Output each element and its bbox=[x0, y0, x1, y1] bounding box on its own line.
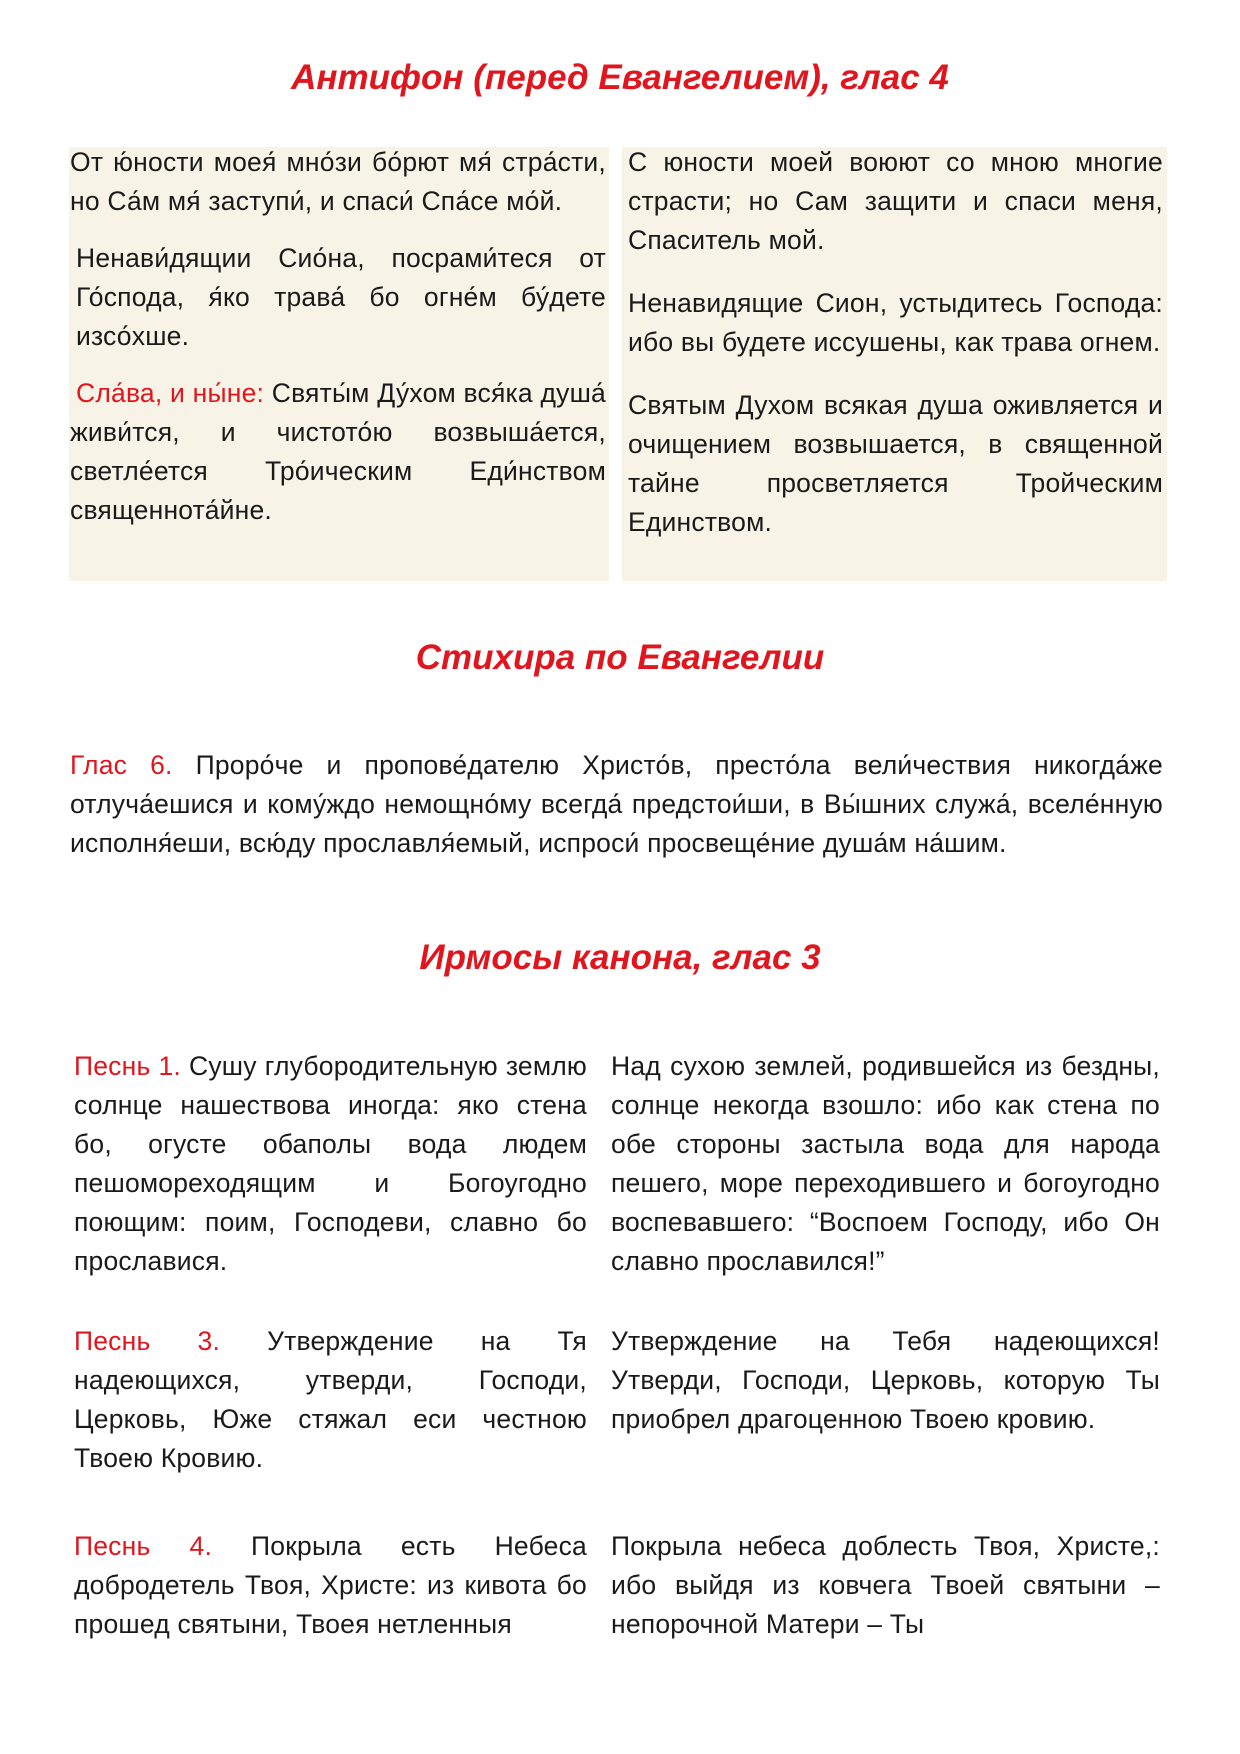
song-1-slavonic bbox=[74, 1047, 587, 1281]
song-text: Над сухою землей, родившейся из бездны, солнце некогда взошло: ибо как стена по обе стороны застыла вода для народа пешего, море переходившего и богоугодно воспевавшего: “Воспоем Господу, ибо Он славно прославился!” bbox=[611, 1051, 1160, 1276]
verse-text: Святы́м Ду́хом вся́ка душа́ живи́тся, и чистото́ю возвыша́ется, светле́ется Тро́ическим Еди́нством священнота́йне. bbox=[70, 378, 606, 525]
antiphon-verse-1-russian bbox=[628, 143, 1163, 260]
antiphon-verse-2-slavonic bbox=[70, 239, 606, 356]
song-body: Утверждение на Тя надеющихся, утверди, Господи, Церковь, Юже стяжал еси честною Твоею Кровию. bbox=[74, 1326, 587, 1473]
song-body: Покрыла есть Небеса добродетель Твоя, Христе: из кивота бо прошед святыни, Твоея нетленныя bbox=[74, 1531, 587, 1639]
section-title-antiphon: Антифон (перед Евангелием), глас 4 bbox=[291, 58, 949, 97]
song-body: Сушу глубородительную землю солнце нашествова иногда: яко стена бо, огусте обаполы вода людем пешомореходящим и Богоугодно поющим: поим, Господеви, славно бо прославися. bbox=[74, 1051, 587, 1276]
antiphon-slavonic-column bbox=[70, 143, 606, 530]
stichera-text bbox=[70, 746, 1163, 863]
song-label: Песнь 1. bbox=[74, 1051, 181, 1081]
song-label: Песнь 3. bbox=[74, 1326, 221, 1356]
song-4-slavonic bbox=[74, 1527, 587, 1644]
verse-text: Святым Духом всякая душа оживляется и очищением возвышается, в священной тайне просветляется Тройческим Единством. bbox=[628, 390, 1163, 537]
verse-text: Ненавидящие Сион, устыдитесь Господа: ибо вы будете иссушены, как трава огнем. bbox=[628, 288, 1163, 357]
song-3-slavonic bbox=[74, 1322, 587, 1478]
antiphon-verse-1-slavonic bbox=[70, 143, 606, 221]
antiphon-verse-2-russian bbox=[628, 284, 1163, 362]
song-label: Песнь 4. bbox=[74, 1531, 213, 1561]
verse-text: Ненави́дящии Сио́на, посрами́теся от Го́спода, я́ко трава́ бо огне́м бу́дете изсо́хше. bbox=[76, 243, 606, 351]
song-text bbox=[74, 1047, 587, 1281]
verse-text: С юности моей воюют со мною многие страсти; но Сам защити и спаси меня, Спаситель мой. bbox=[628, 147, 1163, 255]
antiphon-russian-column bbox=[628, 143, 1163, 542]
section-title-irmoi: Ирмосы канона, глас 3 bbox=[419, 938, 821, 977]
antiphon-verse-3-slavonic bbox=[70, 374, 606, 530]
antiphon-verse-3-russian bbox=[628, 386, 1163, 542]
song-text: Утверждение на Тебя надеющихся! Утверди, Господи, Церковь, которую Ты приобрел драгоценною Твоею кровию. bbox=[611, 1326, 1160, 1434]
verse-label: Сла́ва, и ны́не: bbox=[76, 378, 265, 408]
song-text: Покрыла небеса доблесть Твоя, Христе,: ибо выйдя из ковчега Твоей святыни – непорочной Матери – Ты bbox=[611, 1531, 1160, 1639]
verse-text: От ю́ности моея́ мно́зи бо́рют мя́ стра́сти, но Са́м мя́ заступи́, и спаси́ Спа́се мо́й. bbox=[70, 147, 606, 216]
song-3-russian bbox=[611, 1322, 1160, 1439]
tone-label: Глас 6. bbox=[70, 750, 173, 780]
song-text bbox=[74, 1322, 587, 1478]
song-1-russian bbox=[611, 1047, 1160, 1281]
stichera-paragraph bbox=[70, 746, 1163, 863]
song-text bbox=[74, 1527, 587, 1644]
section-title-stichera: Стихира по Евангелии bbox=[415, 638, 825, 677]
song-4-russian bbox=[611, 1527, 1160, 1644]
stichera-body: Проро́че и пропове́дателю Христо́в, престо́ла вели́чествия никогда́же отлуча́ешися и кому́ждо немощно́му всегда́ предстои́ши, в Вы́шних служа́, вселе́нную исполня́еши, всю́ду прославля́емый, испроси́ просвеще́ние душа́м на́шим. bbox=[70, 750, 1163, 858]
